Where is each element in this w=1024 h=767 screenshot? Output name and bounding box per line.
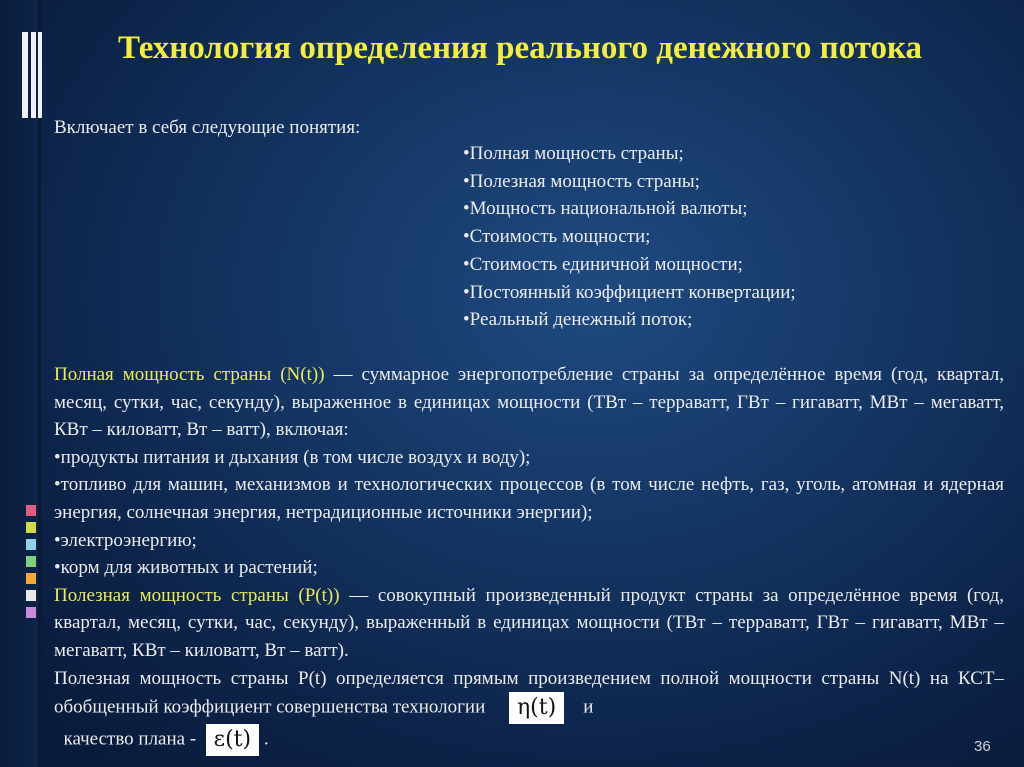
color-swatch (26, 556, 36, 567)
concept-item: •Полезная мощность страны; (463, 170, 700, 192)
color-swatch (26, 522, 36, 533)
concept-item: •Мощность национальной валюты; (463, 198, 748, 220)
color-swatch (26, 573, 36, 584)
useful-power-definition (54, 582, 1004, 665)
color-swatch (26, 590, 36, 601)
quality-text: качество плана - (63, 728, 197, 750)
full-power-definition (54, 361, 1004, 444)
color-swatch (26, 539, 36, 550)
useful-power-term: Полезная мощность страны (P(t)) (54, 584, 340, 606)
color-swatch (26, 505, 36, 516)
concept-item: •Стоимость мощности; (463, 226, 651, 248)
decorative-bar (38, 32, 42, 118)
intro-text: Включает в себя следующие понятия: (54, 117, 361, 138)
eta-formula-box: η(t) (509, 692, 564, 724)
concept-item: •Постоянный коэффициент конвертации; (463, 281, 796, 303)
and-text: и (583, 696, 594, 718)
quality-line (54, 724, 1004, 756)
slide-title: Технология определения реального денежного потока (117, 30, 923, 66)
full-power-item: •электроэнергию; (54, 529, 197, 551)
full-power-text: — суммарное энергопотребление страны за определённое время (год, квартал, месяц, сутки, час, секунду), выраженное в единицах мощности (ТВт – терраватт, ГВт – гигаватт, МВт – мегаватт, КВт – киловатт, Вт – ватт), включая: (54, 364, 1004, 441)
full-power-item: •топливо для машин, механизмов и технологических процессов (в том числе нефть, газ, уголь, атомная и ядерная энергия, солнечная энергия, нетрадиционные источники энергии); (54, 474, 1004, 523)
formula-paragraph (54, 665, 1004, 725)
formula-text: Полезная мощность страны P(t) определяется прямым произведением полной мощности страны N(t) на КСТ– обобщенный коэффициент совершенства технологии (54, 667, 1004, 718)
useful-power-text: — совокупный произведенный продукт страны за определённое время (год, квартал, месяц, сутки, час, секунду), выраженный в единицах мощности (ТВт – терраватт, ГВт – гигаватт, МВт – мегаватт, КВт – киловатт, Вт – ватт). (54, 584, 1004, 661)
concepts-list (463, 140, 796, 334)
full-power-term: Полная мощность страны (N(t)) (54, 364, 325, 385)
concept-item: •Стоимость единичной мощности; (463, 253, 743, 275)
concept-item: •Полная мощность страны; (463, 143, 684, 164)
period-text: . (263, 728, 269, 750)
color-swatch (26, 607, 36, 618)
page-number: 36 (974, 738, 991, 755)
decorative-bar (31, 32, 36, 118)
epsilon-formula-box: ε(t) (206, 724, 259, 756)
color-strip (26, 505, 36, 624)
full-power-item: •корм для животных и растений; (54, 557, 318, 579)
decorative-bar (22, 32, 28, 118)
concept-item: •Реальный денежный поток; (463, 309, 693, 331)
definitions-block (54, 361, 1004, 756)
decorative-bars (22, 32, 44, 122)
full-power-item: •продукты питания и дыхания (в том числе воздух и воду); (54, 446, 531, 468)
